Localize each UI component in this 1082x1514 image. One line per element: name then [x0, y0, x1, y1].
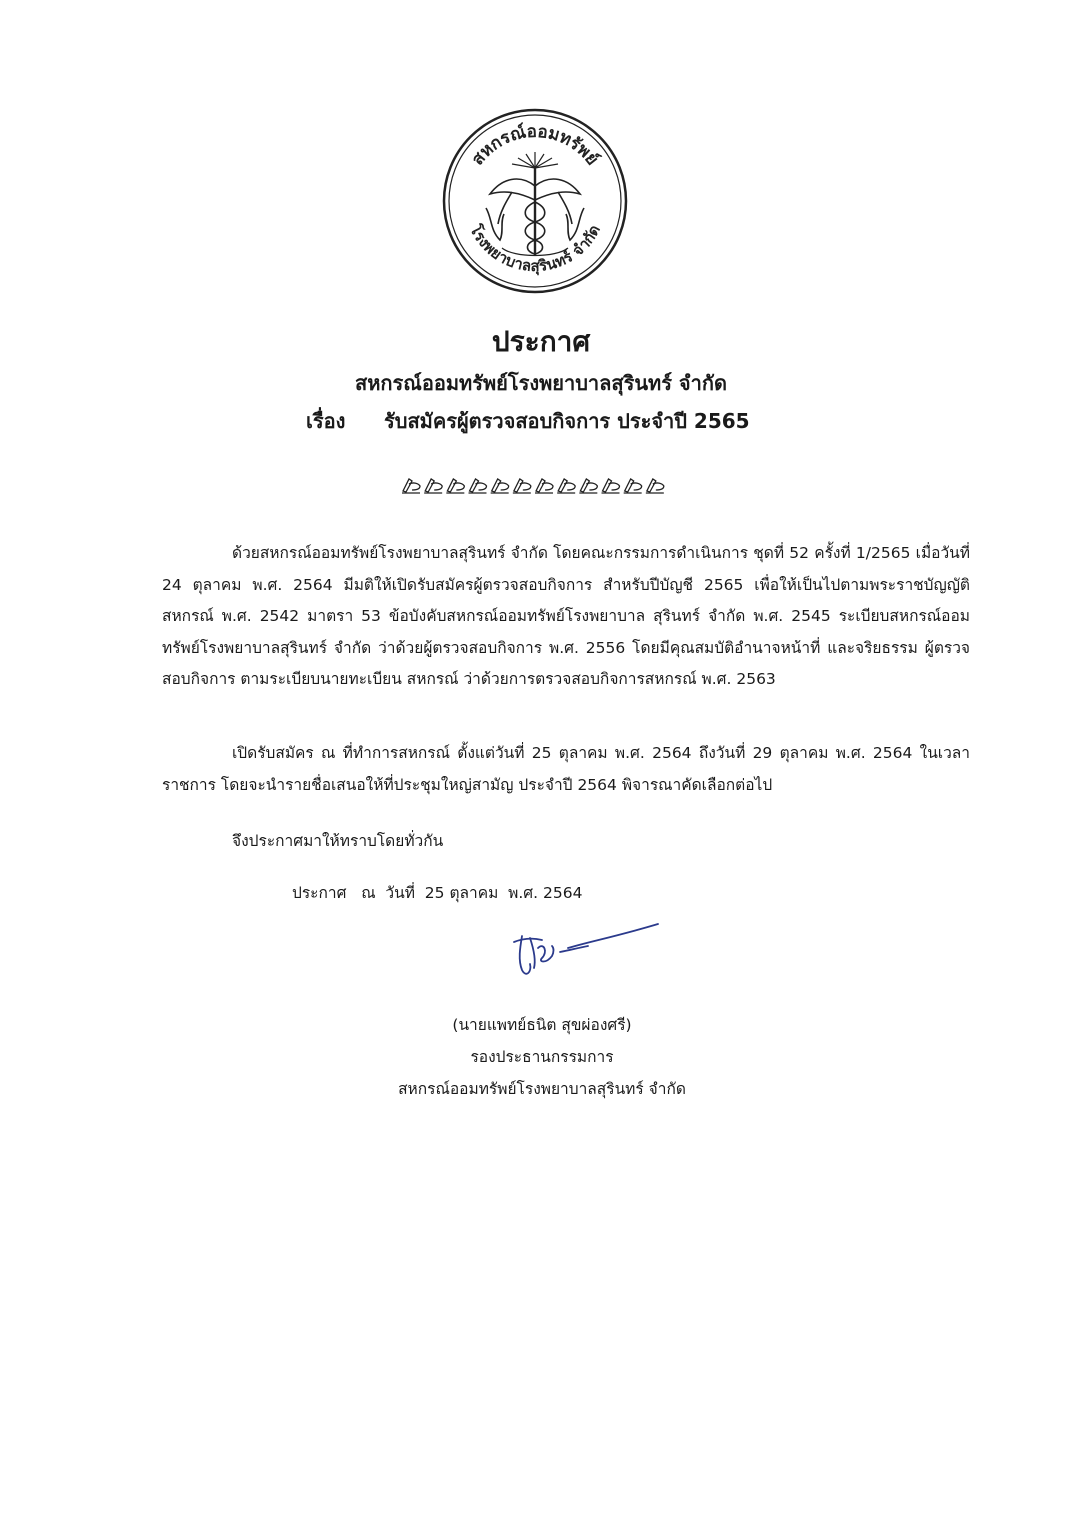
signatory-name: (นายแพทย์ธนิต สุขผ่องศรี): [452, 1016, 632, 1034]
writing-hand-icon: [624, 479, 642, 493]
writing-hand-icon: [469, 479, 487, 493]
body-paragraph-2: เปิดรับสมัคร ณ ที่ทำการสหกรณ์ ตั้งแต่วันที่ 25 ตุลาคม พ.ศ. 2564 ถึงวันที่ 29 ตุลาคม พ.ศ. 2564 ในเวลาราชการ โดยจะนำรายชื่อเสนอให้ที่ประชุมใหญ่สามัญ ประจำปี 2564 พิจารณาคัดเลือกต่อไป: [162, 744, 970, 794]
seal-top-text: สหกรณ์ออมทรัพย์: [467, 121, 603, 170]
writing-hand-icon: [446, 479, 464, 493]
announcement-date: ประกาศ ณ วันที่ 25 ตุลาคม พ.ศ. 2564: [292, 884, 583, 902]
writing-hand-icon: [491, 479, 509, 493]
caduceus-seal-icon: [486, 152, 584, 256]
writing-hand-icon: [646, 479, 664, 493]
writing-hand-icon: [535, 479, 553, 493]
signatory-position: รองประธานกรรมการ: [470, 1048, 614, 1066]
writing-hand-icon: [557, 479, 575, 493]
writing-hand-icon: [513, 479, 531, 493]
closing-statement: จึงประกาศมาให้ทราบโดยทั่วกัน: [232, 832, 444, 850]
seal-bottom-text: โรงพยาบาลสุรินทร์ จำกัด: [466, 221, 604, 275]
subject-text: รับสมัครผู้ตรวจสอบกิจการ ประจำปี 2565: [384, 409, 750, 433]
writing-hand-icon: [402, 479, 420, 493]
signatory-organization: สหกรณ์ออมทรัพย์โรงพยาบาลสุรินทร์ จำกัด: [398, 1080, 686, 1098]
writing-hand-icon: [602, 479, 620, 493]
subject-line: [306, 406, 750, 436]
cooperative-seal-logo: [442, 108, 628, 294]
writing-hand-icon: [400, 472, 666, 494]
organization-name: สหกรณ์ออมทรัพย์โรงพยาบาลสุรินทร์ จำกัด: [355, 371, 727, 395]
body-paragraph-1: ด้วยสหกรณ์ออมทรัพย์โรงพยาบาลสุรินทร์ จำกัด โดยคณะกรรมการดำเนินการ ชุดที่ 52 ครั้งที่ 1/2565 เมื่อวันที่ 24 ตุลาคม พ.ศ. 2564 มีมติให้เปิดรับสมัครผู้ตรวจสอบกิจการ สำหรับปีบัญชี 2565 เพื่อให้เป็นไปตามพระราชบัญญัติสหกรณ์ พ.ศ. 2542 มาตรา 53 ข้อบังคับสหกรณ์ออมทรัพย์โรงพยาบาล สุรินทร์ จำกัด พ.ศ. 2545 ระเบียบสหกรณ์ออมทรัพย์โรงพยาบาลสุรินทร์ จำกัด ว่าด้วยผู้ตรวจสอบกิจการ พ.ศ. 2556 โดยมีคุณสมบัติอำนาจหน้าที่ และจริยธรรม ผู้ตรวจสอบกิจการ ตามระเบียบนายทะเบียน สหกรณ์ ว่าด้วยการตรวจสอบกิจการสหกรณ์ พ.ศ. 2563: [162, 544, 970, 688]
subject-label: เรื่อง: [306, 409, 346, 433]
writing-hand-icon: [424, 479, 442, 493]
writing-hand-icon: [579, 479, 597, 493]
announcement-title: ประกาศ: [491, 325, 591, 358]
signature-image: [508, 908, 668, 984]
